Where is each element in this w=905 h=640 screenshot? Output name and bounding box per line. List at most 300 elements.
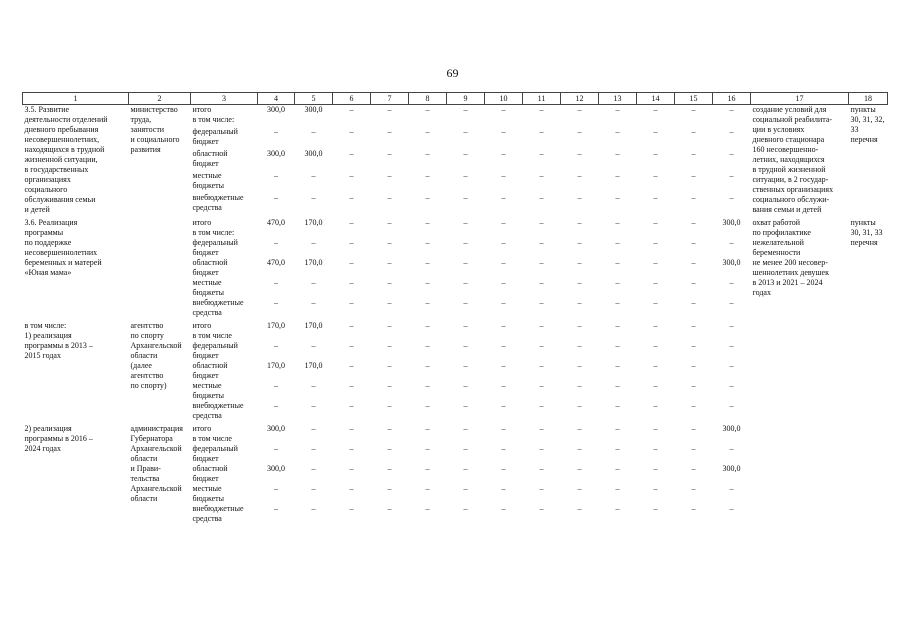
value-cell: –: [501, 192, 506, 202]
column-header: 13: [599, 93, 637, 105]
value-cell: –: [615, 321, 620, 330]
funding-source-line: федеральный: [192, 444, 238, 453]
funding-source: [191, 218, 258, 238]
column-header: 5: [295, 93, 333, 105]
event-title-line: дневного пребывания: [24, 125, 99, 134]
value-cell: –: [501, 444, 506, 453]
value-cell: –: [577, 444, 582, 453]
funding-source-line: в том числе: [192, 434, 232, 443]
value-cell: –: [311, 278, 316, 287]
value-cell: –: [463, 258, 468, 267]
expected-result-line: не менее 200 несовер-: [752, 258, 828, 267]
header-row: [23, 93, 888, 105]
value-cell: –: [311, 381, 316, 390]
expected-result-line: вания семьи и детей: [752, 205, 822, 214]
funding-source-line: местные: [192, 171, 222, 180]
value-cell: –: [729, 278, 734, 287]
value-cell: –: [615, 192, 620, 202]
event-title-line: 3.5. Развитие: [24, 105, 70, 114]
event-title-line: несовершеннолетних: [24, 248, 98, 257]
event-title-line: 2015 годах: [24, 351, 61, 360]
executor-line: тельства: [130, 474, 160, 483]
value-cell: –: [501, 171, 506, 180]
value-cell: –: [463, 149, 468, 159]
value-cell: –: [539, 504, 544, 513]
value-cell: 300,0: [722, 258, 741, 267]
value-cell: –: [615, 149, 620, 159]
value-cell: 470,0: [267, 218, 285, 227]
value-cell: –: [615, 105, 620, 114]
list-items: [849, 424, 888, 524]
value-cell: –: [274, 504, 278, 513]
funding-source-line: внебюджетные: [192, 504, 244, 513]
expected-result: [751, 424, 849, 524]
funding-source-line: областной: [192, 464, 228, 473]
executor-line: Архангельской: [130, 341, 182, 350]
value-cell: –: [653, 381, 658, 390]
expected-result-line: ситуации, в 2 государ-: [752, 175, 829, 184]
funding-source: [191, 321, 258, 341]
value-cell: –: [501, 258, 506, 267]
executor-line: Архангельской: [130, 444, 182, 453]
expected-result-line: дневного стационара: [752, 135, 825, 144]
value-cell: –: [425, 361, 430, 370]
value-cell: –: [274, 444, 278, 453]
executor: [129, 424, 191, 524]
expected-result-line: годах: [752, 288, 771, 297]
value-cell: –: [653, 171, 658, 180]
column-header: 16: [713, 93, 751, 105]
value-cell: –: [729, 192, 734, 202]
funding-source-line: федеральный: [192, 238, 238, 247]
expected-result-line: летних, находящихся: [752, 155, 825, 164]
value-cell: –: [349, 149, 354, 159]
value-cell: –: [539, 484, 544, 493]
column-header: 6: [333, 93, 371, 105]
value-cell: –: [425, 484, 430, 493]
value-cell: –: [653, 105, 658, 114]
value-cell: 300,0: [304, 149, 323, 159]
executor: [129, 218, 191, 318]
value-cell: –: [425, 424, 430, 433]
event-title-line: жизненной ситуации,: [24, 155, 98, 164]
value-cell: –: [577, 238, 582, 247]
expected-result-line: охват работой: [752, 218, 800, 227]
value-cell: –: [387, 361, 392, 370]
value-cell: –: [501, 341, 506, 350]
event-title-line: несовершеннолетних,: [24, 135, 100, 144]
value-cell: –: [387, 464, 392, 473]
value-cell: –: [615, 464, 620, 473]
expected-result-line: создание условий для: [752, 105, 827, 114]
value-cell: –: [274, 401, 278, 410]
value-cell: –: [729, 361, 734, 370]
funding-source-line: бюджет: [192, 454, 219, 463]
value-cell: –: [463, 321, 468, 330]
event-title-line: программы в 2013 –: [24, 341, 93, 350]
funding-source-line: федеральный: [192, 127, 238, 137]
value-cell: –: [691, 218, 696, 227]
funding-source-line: в том числе: [192, 331, 232, 340]
executor-line: труда,: [130, 115, 152, 124]
funding-source-line: средства: [192, 514, 222, 523]
event-title-line: социального: [24, 185, 68, 194]
value-cell: –: [425, 504, 430, 513]
funding-source-line: бюджеты: [192, 494, 225, 503]
value-cell: –: [425, 171, 430, 180]
value-cell: –: [387, 424, 392, 433]
event-title-line: обслуживания семьи: [24, 195, 96, 204]
value-cell: –: [349, 381, 354, 390]
funding-source-line: областной: [192, 149, 228, 159]
funding-source-line: в том числе:: [192, 228, 235, 237]
value-cell: –: [729, 149, 734, 159]
expected-result-line: 160 несовершенно-: [752, 145, 819, 154]
funding-source-line: областной: [192, 258, 228, 267]
value-cell: –: [349, 341, 354, 350]
expected-result-line: ственных организациях: [752, 185, 834, 194]
value-cell: –: [387, 127, 392, 137]
value-cell: –: [615, 381, 620, 390]
value-cell: –: [387, 341, 392, 350]
value-cell: –: [274, 484, 278, 493]
value-cell: –: [729, 341, 734, 350]
value-cell: –: [691, 464, 696, 473]
value-cell: –: [501, 381, 506, 390]
value-cell: –: [501, 278, 506, 287]
list-items-line: 30, 31, 33: [850, 228, 883, 237]
value-cell: –: [539, 171, 544, 180]
executor: [129, 321, 191, 421]
funding-source: [191, 504, 258, 524]
value-cell: –: [387, 484, 392, 493]
value-cell: –: [274, 171, 278, 180]
funding-source: [191, 464, 258, 484]
value-cell: –: [539, 278, 544, 287]
value-cell: –: [615, 258, 620, 267]
value-cell: –: [729, 105, 734, 114]
column-header: 1: [23, 93, 129, 105]
event-title-line: программы: [24, 228, 64, 237]
value-cell: –: [501, 149, 506, 159]
event-title-line: «Юная мама»: [24, 268, 72, 277]
value-cell: –: [463, 401, 468, 410]
value-cell: –: [615, 341, 620, 350]
funding-source: [191, 361, 258, 381]
expected-result-line: социальной реабилита-: [752, 115, 833, 124]
value-cell: –: [425, 298, 430, 307]
column-header: 2: [129, 93, 191, 105]
value-cell: –: [729, 401, 734, 410]
value-cell: –: [425, 149, 430, 159]
list-items-line: перечня: [850, 238, 878, 247]
value-cell: –: [615, 298, 620, 307]
value-cell: –: [463, 278, 468, 287]
value-cell: –: [274, 341, 278, 350]
expected-result-line: социального обслужи-: [752, 195, 830, 204]
value-cell: –: [615, 444, 620, 453]
funding-source: [191, 149, 258, 171]
value-cell: –: [501, 105, 506, 114]
value-cell: –: [539, 105, 544, 114]
value-cell: –: [501, 298, 506, 307]
value-cell: –: [691, 401, 696, 410]
value-cell: –: [577, 298, 582, 307]
event-title-line: в том числе:: [24, 321, 67, 330]
event-title-line: находящихся в трудной: [24, 145, 105, 154]
value-cell: –: [425, 127, 430, 137]
value-cell: –: [539, 192, 544, 202]
value-cell: –: [729, 381, 734, 390]
executor-line: развития: [130, 145, 161, 154]
executor-line: области: [130, 454, 158, 463]
executor-line: (далее: [130, 361, 152, 370]
value-cell: –: [691, 238, 696, 247]
value-cell: –: [539, 424, 544, 433]
value-cell: –: [311, 484, 316, 493]
table-row: [23, 424, 888, 444]
value-cell: –: [539, 238, 544, 247]
value-cell: –: [387, 278, 392, 287]
value-cell: –: [653, 127, 658, 137]
program-table: [22, 92, 888, 524]
executor-line: и Прави-: [130, 464, 161, 473]
executor-line: агентство: [130, 321, 164, 330]
funding-source-line: местные: [192, 381, 222, 390]
value-cell: –: [425, 464, 430, 473]
funding-source-line: в том числе:: [192, 115, 235, 124]
value-cell: –: [577, 218, 582, 227]
column-header: 12: [561, 93, 599, 105]
value-cell: –: [653, 424, 658, 433]
funding-source-line: бюджеты: [192, 181, 225, 190]
value-cell: –: [577, 381, 582, 390]
funding-source: [191, 444, 258, 464]
value-cell: –: [577, 484, 582, 493]
value-cell: –: [311, 424, 316, 433]
value-cell: –: [274, 278, 278, 287]
value-cell: –: [463, 105, 468, 114]
funding-source: [191, 401, 258, 421]
executor-line: области: [130, 494, 158, 503]
funding-source: [191, 238, 258, 258]
value-cell: –: [653, 401, 658, 410]
funding-source-line: средства: [192, 308, 222, 317]
column-header: 9: [447, 93, 485, 105]
funding-source-line: областной: [192, 361, 228, 370]
value-cell: –: [615, 504, 620, 513]
value-cell: –: [691, 127, 696, 137]
value-cell: –: [463, 127, 468, 137]
value-cell: –: [349, 298, 354, 307]
value-cell: –: [387, 381, 392, 390]
value-cell: –: [691, 341, 696, 350]
value-cell: –: [387, 171, 392, 180]
value-cell: –: [425, 258, 430, 267]
value-cell: –: [425, 105, 430, 114]
page-number: 69: [446, 66, 459, 80]
value-cell: –: [501, 504, 506, 513]
funding-source-line: итого: [192, 105, 212, 114]
expected-result-line: ции в условиях: [752, 125, 805, 134]
value-cell: –: [653, 218, 658, 227]
funding-source-line: итого: [192, 321, 212, 330]
value-cell: –: [539, 127, 544, 137]
value-cell: –: [577, 127, 582, 137]
value-cell: –: [349, 192, 354, 202]
value-cell: –: [387, 401, 392, 410]
value-cell: –: [501, 484, 506, 493]
event-title-line: 2) реализация: [24, 424, 72, 433]
value-cell: –: [349, 464, 354, 473]
value-cell: –: [691, 149, 696, 159]
funding-source-line: бюджеты: [192, 288, 225, 297]
value-cell: –: [691, 321, 696, 330]
table-row: [23, 218, 888, 238]
event-title-line: деятельности отделений: [24, 115, 108, 124]
value-cell: 170,0: [267, 361, 285, 370]
value-cell: –: [274, 127, 278, 137]
executor: [129, 105, 191, 216]
value-cell: –: [577, 504, 582, 513]
value-cell: –: [501, 401, 506, 410]
column-header: 15: [675, 93, 713, 105]
value-cell: –: [349, 401, 354, 410]
list-items: [849, 218, 888, 318]
executor-line: агентство: [130, 371, 164, 380]
value-cell: –: [539, 401, 544, 410]
value-cell: 170,0: [304, 218, 323, 227]
value-cell: –: [349, 444, 354, 453]
value-cell: –: [501, 361, 506, 370]
value-cell: –: [311, 504, 316, 513]
value-cell: –: [349, 424, 354, 433]
value-cell: –: [463, 171, 468, 180]
value-cell: –: [615, 171, 620, 180]
event-title-line: в государственных: [24, 165, 89, 174]
expected-result-line: нежелательной: [752, 238, 804, 247]
value-cell: –: [691, 192, 696, 202]
value-cell: –: [691, 444, 696, 453]
value-cell: 170,0: [304, 258, 323, 267]
event-title-line: 1) реализация: [24, 331, 72, 340]
value-cell: –: [729, 298, 734, 307]
funding-source-line: внебюджетные: [192, 401, 244, 410]
value-cell: –: [311, 341, 316, 350]
value-cell: –: [539, 258, 544, 267]
value-cell: –: [577, 401, 582, 410]
event-title: [23, 218, 129, 318]
value-cell: –: [501, 238, 506, 247]
funding-source-line: внебюджетные: [192, 192, 244, 202]
value-cell: –: [539, 464, 544, 473]
value-cell: –: [425, 238, 430, 247]
funding-source-line: итого: [192, 218, 212, 227]
column-header: 10: [485, 93, 523, 105]
value-cell: –: [463, 192, 468, 202]
value-cell: –: [387, 258, 392, 267]
value-cell: –: [691, 361, 696, 370]
value-cell: –: [387, 321, 392, 330]
value-cell: –: [653, 321, 658, 330]
value-cell: 300,0: [267, 464, 285, 473]
value-cell: –: [311, 298, 316, 307]
value-cell: –: [463, 238, 468, 247]
column-header: 17: [751, 93, 849, 105]
event-title-line: программы в 2016 –: [24, 434, 93, 443]
funding-source-line: бюджет: [192, 159, 219, 169]
value-cell: –: [653, 149, 658, 159]
value-cell: –: [653, 444, 658, 453]
funding-source-line: итого: [192, 424, 212, 433]
value-cell: –: [274, 192, 278, 202]
value-cell: –: [349, 484, 354, 493]
value-cell: –: [729, 484, 734, 493]
value-cell: –: [501, 464, 506, 473]
value-cell: –: [425, 341, 430, 350]
event-title: [23, 424, 129, 524]
column-header: 14: [637, 93, 675, 105]
list-items-line: пункты: [850, 218, 876, 227]
value-cell: –: [387, 444, 392, 453]
value-cell: –: [577, 105, 582, 114]
event-title: [23, 321, 129, 421]
value-cell: –: [577, 464, 582, 473]
value-cell: –: [311, 127, 316, 137]
value-cell: –: [577, 361, 582, 370]
executor-line: по спорту): [130, 381, 167, 390]
executor-line: по спорту: [130, 331, 164, 340]
value-cell: –: [349, 504, 354, 513]
value-cell: –: [653, 278, 658, 287]
column-header: 8: [409, 93, 447, 105]
value-cell: –: [615, 484, 620, 493]
value-cell: –: [577, 424, 582, 433]
value-cell: –: [463, 298, 468, 307]
executor-line: администрация: [130, 424, 183, 433]
funding-source: [191, 484, 258, 504]
value-cell: –: [653, 238, 658, 247]
expected-result: [751, 218, 849, 318]
funding-source: [191, 171, 258, 193]
value-cell: –: [577, 149, 582, 159]
value-cell: –: [311, 192, 316, 202]
value-cell: –: [577, 192, 582, 202]
value-cell: –: [311, 238, 316, 247]
value-cell: –: [691, 504, 696, 513]
value-cell: –: [501, 321, 506, 330]
value-cell: –: [311, 464, 316, 473]
value-cell: –: [729, 127, 734, 137]
value-cell: –: [349, 361, 354, 370]
column-header: 18: [849, 93, 888, 105]
value-cell: 170,0: [267, 321, 285, 330]
funding-source: [191, 127, 258, 149]
event-title-line: 3.6. Реализация: [24, 218, 78, 227]
funding-source-line: местные: [192, 484, 222, 493]
value-cell: 300,0: [267, 424, 285, 433]
funding-source: [191, 341, 258, 361]
value-cell: –: [274, 381, 278, 390]
funding-source: [191, 278, 258, 298]
value-cell: 300,0: [722, 424, 741, 433]
value-cell: –: [311, 401, 316, 410]
value-cell: –: [387, 149, 392, 159]
funding-source-line: средства: [192, 411, 222, 420]
value-cell: –: [577, 258, 582, 267]
funding-source-line: федеральный: [192, 341, 238, 350]
list-items-line: перечня: [850, 135, 878, 144]
